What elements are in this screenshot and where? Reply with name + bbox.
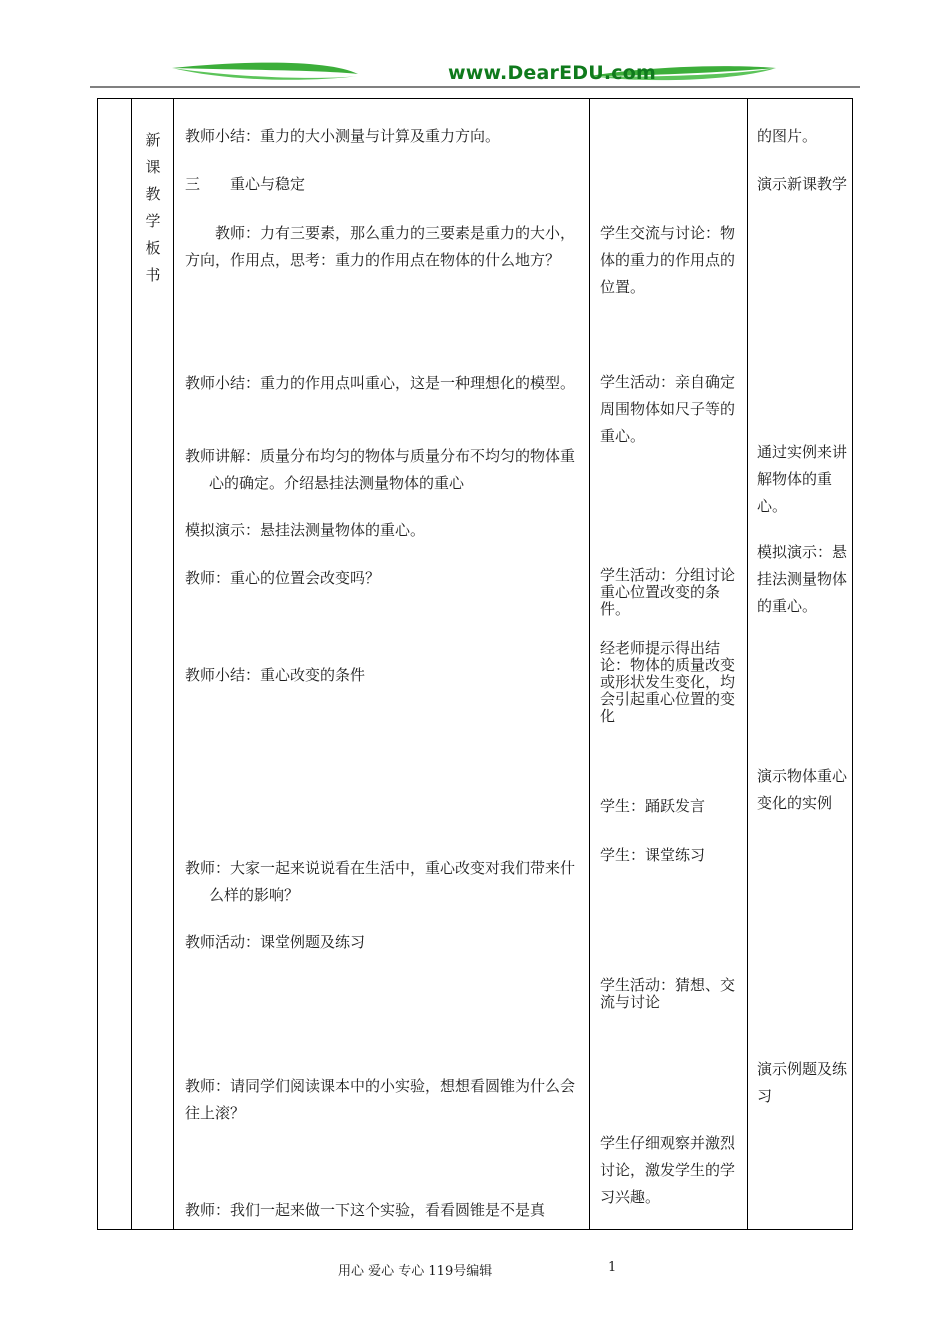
student-line: 学生活动：亲自确定周围物体如尺子等的重心。 xyxy=(600,373,736,445)
blank-column xyxy=(98,99,132,1230)
teacher-line: 教师：力有三要素，那么重力的三要素是重力的大小，方向，作用点，思考：重力的作用点在物体的什么地方？ xyxy=(185,224,576,269)
teacher-activity-column xyxy=(174,99,590,1230)
student-line: 经老师提示得出结论：物体的质量改变或形状发生变化，均会引起重心位置的变化 xyxy=(600,639,736,725)
note-line: 演示新课教学 xyxy=(757,175,848,193)
teacher-line: 教师小结：重力的作用点叫重心，这是一种理想化的模型。 xyxy=(185,374,576,392)
section-heading: 三 重心与稳定 xyxy=(185,175,306,193)
site-header-banner xyxy=(90,58,860,90)
footer-text: 用心 爱心 专心 119号编辑 xyxy=(338,1264,493,1279)
student-line: 学生仔细观察并激烈讨论，激发学生的学习兴趣。 xyxy=(600,1134,736,1206)
teacher-line: 模拟演示：悬挂法测量物体的重心。 xyxy=(185,521,426,539)
page-number: 1 xyxy=(608,1260,617,1275)
student-activity-column xyxy=(590,99,748,1230)
section-label: 新课教学板书 xyxy=(145,131,161,284)
teacher-line: 教师：大家一起来说说看在生活中，重心改变对我们带来什么样的影响？ xyxy=(185,859,576,904)
student-line: 学生：课堂练习 xyxy=(600,846,706,864)
teacher-line: 教师：重心的位置会改变吗？ xyxy=(185,569,381,587)
note-line: 的图片。 xyxy=(757,127,818,145)
notes-column xyxy=(748,99,853,1230)
teacher-line: 教师小结：重心改变的条件 xyxy=(185,666,366,684)
student-line: 学生交流与讨论：物体的重力的作用点的位置。 xyxy=(600,224,736,296)
note-line: 模拟演示：悬挂法测量物体的重心。 xyxy=(757,543,848,615)
student-line: 学生活动：分组讨论重心位置改变的条件。 xyxy=(600,566,736,618)
teacher-line: 教师：请同学们阅读课本中的小实验，想想看圆锥为什么会往上滚？ xyxy=(185,1077,576,1122)
teacher-line: 教师讲解：质量分布均匀的物体与质量分布不均匀的物体重心的确定。介绍悬挂法测量物体的重心 xyxy=(185,447,576,492)
student-line: 学生活动：猜想、交流与讨论 xyxy=(600,976,736,1011)
note-line: 演示物体重心变化的实例 xyxy=(757,767,848,812)
section-label-column xyxy=(132,99,174,1230)
site-logo-text: www.DearEDU.com xyxy=(448,62,657,84)
student-line: 学生：踊跃发言 xyxy=(600,797,706,815)
lesson-table xyxy=(97,98,853,1230)
teacher-line: 教师活动：课堂例题及练习 xyxy=(185,933,366,951)
note-line: 通过实例来讲解物体的重心。 xyxy=(757,443,848,515)
teacher-line: 教师小结：重力的大小测量与计算及重力方向。 xyxy=(185,127,501,145)
note-line: 演示例题及练习 xyxy=(757,1060,848,1105)
teacher-line: 教师：我们一起来做一下这个实验，看看圆锥是不是真 xyxy=(185,1201,546,1219)
